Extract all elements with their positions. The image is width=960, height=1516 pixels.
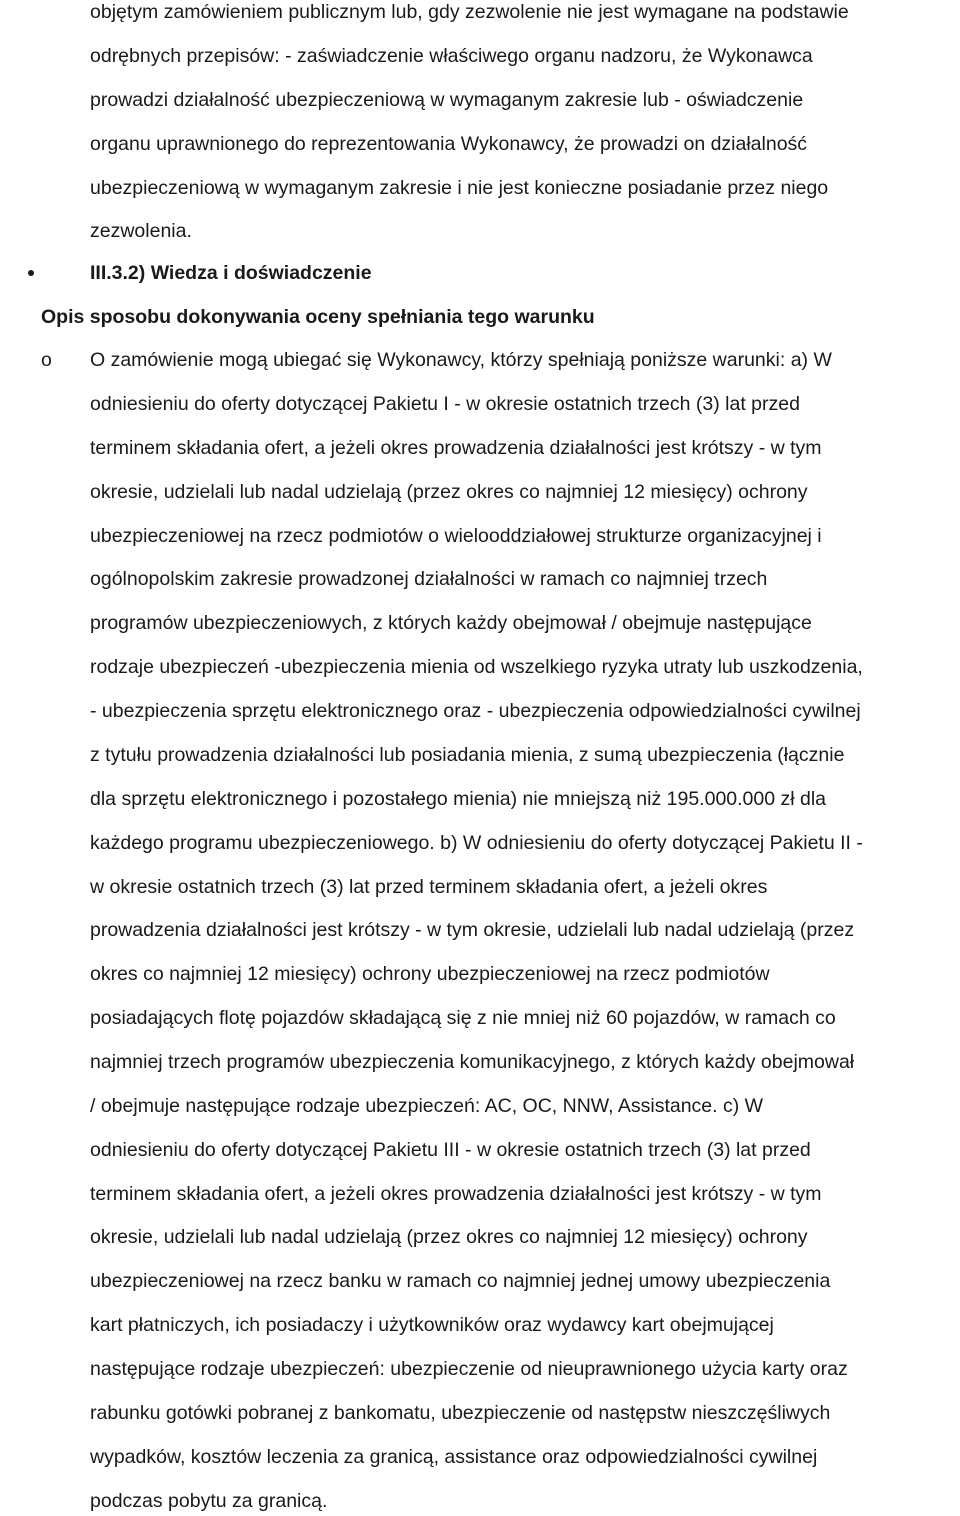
paragraph-line: prowadzenia działalności jest krótszy - w tym okresie, udzielali lub nadal udzielają (przez bbox=[90, 919, 855, 941]
section-heading: III.3.2) Wiedza i doświadczenie bbox=[90, 262, 372, 284]
paragraph-line: objętym zamówieniem publicznym lub, gdy zezwolenie nie jest wymagane na podstawie bbox=[90, 1, 849, 23]
section-subheading: Opis sposobu dokonywania oceny spełniania tego warunku bbox=[41, 306, 595, 328]
paragraph-line: okresie, udzielali lub nadal udzielają (przez okres co najmniej 12 miesięcy) ochrony bbox=[90, 481, 808, 503]
paragraph-line: rabunku gotówki pobranej z bankomatu, ubezpieczenie od następstw nieszczęśliwych bbox=[90, 1402, 831, 1424]
paragraph-line: ubezpieczeniowej na rzecz podmiotów o wielooddziałowej strukturze organizacyjnej i bbox=[90, 525, 822, 547]
paragraph-line: ubezpieczeniowej na rzecz banku w ramach co najmniej jednej umowy ubezpieczenia bbox=[90, 1270, 831, 1292]
paragraph-line: następujące rodzaje ubezpieczeń: ubezpieczenie od nieuprawnionego użycia karty oraz bbox=[90, 1358, 848, 1380]
paragraph-line: okres co najmniej 12 miesięcy) ochrony ubezpieczeniowej na rzecz podmiotów bbox=[90, 963, 770, 985]
paragraph-line: każdego programu ubezpieczeniowego. b) W odniesieniu do oferty dotyczącej Pakietu II - bbox=[90, 832, 863, 854]
paragraph-line: kart płatniczych, ich posiadaczy i użytkowników oraz wydawcy kart obejmującej bbox=[90, 1314, 774, 1336]
paragraph-line: / obejmuje następujące rodzaje ubezpieczeń: AC, OC, NNW, Assistance. c) W bbox=[90, 1095, 764, 1117]
paragraph-line: odrębnych przepisów: - zaświadczenie właściwego organu nadzoru, że Wykonawca bbox=[90, 45, 813, 67]
paragraph-line: odniesieniu do oferty dotyczącej Pakietu I - w okresie ostatnich trzech (3) lat przed bbox=[90, 393, 800, 415]
paragraph-line: wypadków, kosztów leczenia za granicą, assistance oraz odpowiedzialności cywilnej bbox=[90, 1446, 818, 1468]
paragraph-line: - ubezpieczenia sprzętu elektronicznego oraz - ubezpieczenia odpowiedzialności cywilnej bbox=[90, 700, 861, 722]
paragraph-line: organu uprawnionego do reprezentowania Wykonawcy, że prowadzi on działalność bbox=[90, 133, 808, 155]
paragraph-line: najmniej trzech programów ubezpieczenia komunikacyjnego, z których każdy obejmował bbox=[90, 1051, 855, 1073]
paragraph-line: terminem składania ofert, a jeżeli okres prowadzenia działalności jest krótszy - w tym bbox=[90, 1183, 822, 1205]
paragraph-line: okresie, udzielali lub nadal udzielają (przez okres co najmniej 12 miesięcy) ochrony bbox=[90, 1226, 808, 1248]
sub-bullet-marker: o bbox=[41, 349, 52, 371]
paragraph-line: ubezpieczeniową w wymaganym zakresie i nie jest konieczne posiadanie przez niego bbox=[90, 177, 829, 199]
paragraph-line: dla sprzętu elektronicznego i pozostałego mienia) nie mniejszą niż 195.000.000 zł dla bbox=[90, 788, 827, 810]
bullet-icon bbox=[28, 270, 34, 276]
paragraph-line: podczas pobytu za granicą. bbox=[90, 1490, 328, 1512]
paragraph-line: programów ubezpieczeniowych, z których każdy obejmował / obejmuje następujące bbox=[90, 612, 812, 634]
paragraph-line: rodzaje ubezpieczeń -ubezpieczenia mienia od wszelkiego ryzyka utraty lub uszkodzenia, bbox=[90, 656, 863, 678]
paragraph-line: zezwolenia. bbox=[90, 220, 192, 242]
paragraph-line: odniesieniu do oferty dotyczącej Pakietu III - w okresie ostatnich trzech (3) lat przed bbox=[90, 1139, 811, 1161]
paragraph-line: O zamówienie mogą ubiegać się Wykonawcy, którzy spełniają poniższe warunki: a) W bbox=[90, 349, 832, 371]
paragraph-line: w okresie ostatnich trzech (3) lat przed terminem składania ofert, a jeżeli okres bbox=[90, 876, 768, 898]
paragraph-line: prowadzi działalność ubezpieczeniową w wymaganym zakresie lub - oświadczenie bbox=[90, 89, 804, 111]
paragraph-line: terminem składania ofert, a jeżeli okres prowadzenia działalności jest krótszy - w tym bbox=[90, 437, 822, 459]
paragraph-line: z tytułu prowadzenia działalności lub posiadania mienia, z sumą ubezpieczenia (łącznie bbox=[90, 744, 845, 766]
paragraph-line: ogólnopolskim zakresie prowadzonej działalności w ramach co najmniej trzech bbox=[90, 568, 768, 590]
paragraph-line: posiadających flotę pojazdów składającą się z nie mniej niż 60 pojazdów, w ramach co bbox=[90, 1007, 836, 1029]
